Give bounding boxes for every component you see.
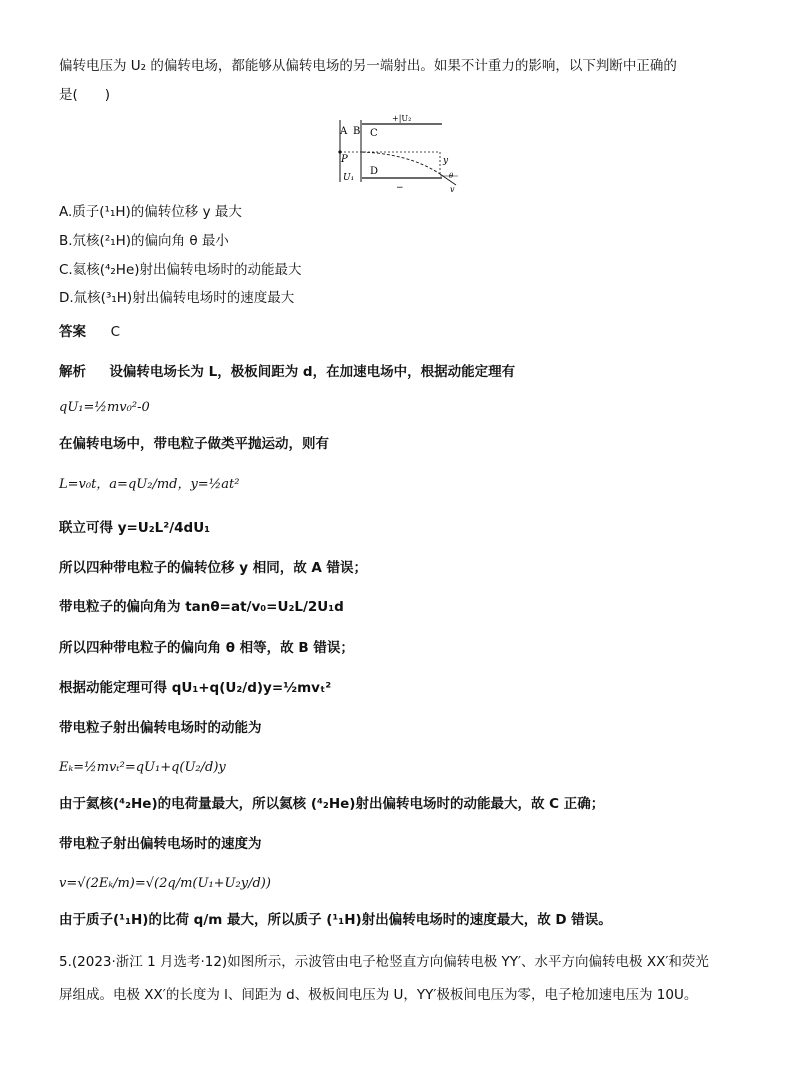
label-u2: +|U₂ (392, 114, 412, 123)
label-u1: U₁ (343, 173, 355, 183)
answer-label: 答案 (59, 324, 86, 340)
next-question-line-1: 5.(2023·浙江 1 月选考·12)如图所示，示波管由电子枪竖直方向偏转电极 YY′、水平方向偏转电极 XX′和荧光 (59, 954, 709, 970)
analysis-step-9: 由于氦核(⁴₂He)的电荷量最大，所以氦核 (⁴₂He)射出偏转电场时的动能最大，故 C 正确； (59, 796, 605, 812)
analysis-step-8: 带电粒子射出偏转电场时的动能为 (59, 720, 262, 736)
label-b: B (353, 126, 361, 137)
equation-3: Eₖ=½mvₜ²=qU₁+q(U₂/d)y (59, 760, 226, 775)
deflection-field-diagram (330, 112, 470, 194)
analysis-step-10: 带电粒子射出偏转电场时的速度为 (59, 836, 262, 852)
equation-1: qU₁=½mv₀²-0 (59, 400, 150, 415)
label-minus: − (396, 183, 404, 193)
option-a: A.质子(¹₁H)的偏转位移 y 最大 (59, 204, 242, 220)
equation-2: L=v₀t，a=qU₂/md，y=½at² (59, 477, 240, 492)
question-stem-line-1: 偏转电压为 U₂ 的偏转电场，都能够从偏转电场的另一端射出。如果不计重力的影响，以下判断中正确的 (59, 58, 677, 74)
label-c: C (370, 128, 378, 139)
analysis-label: 解析 (59, 364, 86, 380)
label-v: v (450, 185, 455, 194)
option-b: B.氘核(²₁H)的偏向角 θ 最小 (59, 233, 229, 249)
label-d: D (370, 166, 379, 177)
question-stem-line-2: 是( ) (59, 87, 111, 103)
analysis-step-11: 由于质子(¹₁H)的比荷 q/m 最大，所以质子 (¹₁H)射出偏转电场时的速度最大，故 D 错误。 (59, 912, 612, 928)
analysis-step-7: 根据动能定理可得 qU₁+q(U₂/d)y=½mvₜ² (59, 680, 332, 696)
answer-value: C (110, 324, 121, 340)
next-question-line-2: 屏组成。电极 XX′的长度为 l、间距为 d、极板间电压为 U，YY′极板间电压为零，电子枪加速电压为 10U。 (59, 987, 698, 1003)
label-a: A (340, 126, 348, 137)
label-y: y (443, 156, 449, 166)
label-p: P (341, 154, 348, 165)
analysis-intro-row (59, 362, 515, 382)
analysis-step-3: 联立可得 y=U₂L²/4dU₁ (59, 520, 211, 536)
analysis-step-4: 所以四种带电粒子的偏转位移 y 相同，故 A 错误； (59, 560, 368, 576)
analysis-step-5: 带电粒子的偏向角为 tanθ=at/v₀=U₂L/2U₁d (59, 599, 344, 615)
option-d: D.氚核(³₁H)射出偏转电场时的速度最大 (59, 290, 295, 306)
answer-row (59, 322, 120, 342)
label-theta: θ (449, 172, 454, 180)
analysis-step-2: 在偏转电场中，带电粒子做类平抛运动，则有 (59, 436, 329, 452)
exit-velocity (440, 174, 456, 185)
option-c: C.氦核(⁴₂He)射出偏转电场时的动能最大 (59, 262, 302, 278)
equation-4: v=√(2Eₖ/m)=√(2q/m(U₁+U₂y/d)) (59, 876, 271, 891)
analysis-intro: 设偏转电场长为 L，极板间距为 d，在加速电场中，根据动能定理有 (109, 364, 516, 380)
analysis-step-6: 所以四种带电粒子的偏向角 θ 相等，故 B 错误； (59, 640, 354, 656)
